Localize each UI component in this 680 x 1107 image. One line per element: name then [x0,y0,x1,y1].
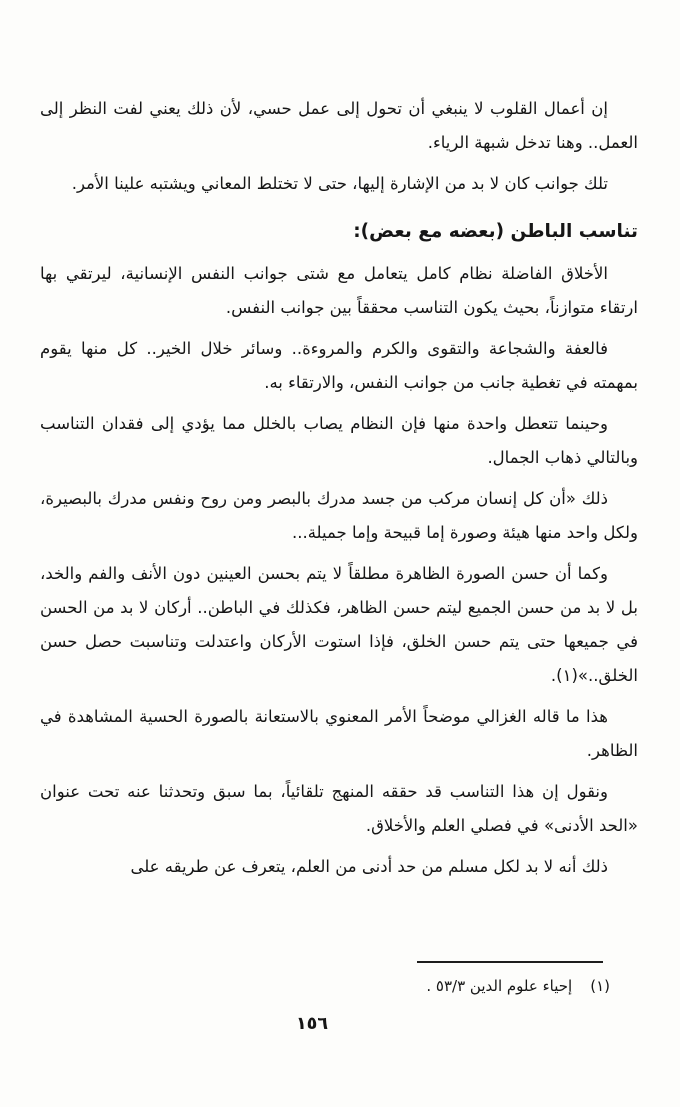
paragraph: فالعفة والشجاعة والتقوى والكرم والمروءة.. وسائر خلال الخير.. كل منها يقوم بمهمته في تغطية جانب من جوانب النفس، والارتقاء به. [40,339,638,392]
page-number: ١٥٦ [295,1014,329,1034]
footnote-marker: (١) [590,977,610,995]
footnote [40,974,610,998]
footnote-text: إحياء علوم الدين ٥٣/٣ . [426,977,573,995]
paragraph: هذا ما قاله الغزالي موضحاً الأمر المعنوي بالاستعانة بالصورة الحسية المشاهدة في الظاهر. [40,707,638,760]
page-text [40,92,638,950]
paragraph: الأخلاق الفاضلة نظام كامل يتعامل مع شتى جوانب النفس الإنسانية، ليرتقي بها ارتقاء متوازناً، بحيث يكون التناسب محققاً بين جوانب النفس. [40,264,638,317]
paragraph: ذلك أنه لا بد لكل مسلم من حد أدنى من العلم، يتعرف عن طريقه على [130,857,608,876]
paragraph: إن أعمال القلوب لا ينبغي أن تحول إلى عمل حسي، لأن ذلك يعني لفت النظر إلى العمل.. وهنا تدخل شبهة الرياء. [40,99,638,152]
section-heading: تناسب الباطن (بعضه مع بعض): [353,221,638,242]
paragraph: وحينما تتعطل واحدة منها فإن النظام يصاب بالخلل مما يؤدي إلى فقدان التناسب وبالتالي ذهاب الجمال. [40,414,638,467]
paragraph: تلك جوانب كان لا بد من الإشارة إليها، حتى لا تختلط المعاني ويشتبه علينا الأمر. [71,174,608,193]
paragraph: ونقول إن هذا التناسب قد حققه المنهج تلقائياً، بما سبق وتحدثنا عنه تحت عنوان «الحد الأدنى» في فصلي العلم والأخلاق. [40,782,638,835]
paragraph: وكما أن حسن الصورة الظاهرة مطلقاً لا يتم بحسن العينين دون الأنف والفم والخد، بل لا بد من حسن الجميع ليتم حسن الظاهر، فكذلك في الباطن.. أركان لا بد من الحسن في جميعها حتى يتم حسن الخلق، فإذا استوت الأركان واعتدلت وتناسبت حصل حسن الخلق..»(١). [40,564,638,685]
paragraph: ذلك «أن كل إنسان مركب من جسد مدرك بالبصر ومن روح ونفس مدرك بالبصيرة، ولكل واحد منها هيئة وصورة إما قبيحة وإما جميلة... [40,489,638,542]
footnote-divider [417,961,603,963]
